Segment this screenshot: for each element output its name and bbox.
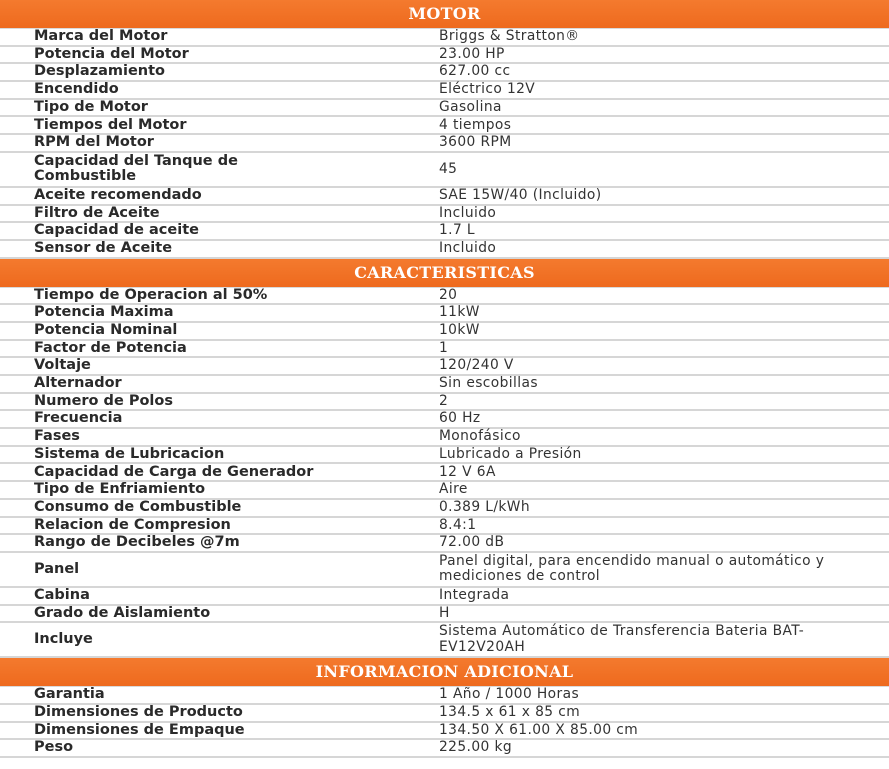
spec-row: [0, 100, 889, 118]
section-header-motor: MOTOR: [0, 0, 889, 29]
spec-row: [0, 288, 889, 306]
spec-value: 45: [439, 160, 458, 177]
spec-label: Tipo de Motor: [34, 98, 148, 115]
spec-label: Potencia Maxima: [34, 304, 174, 321]
spec-row: [0, 606, 889, 624]
spec-row: [0, 47, 889, 65]
spec-row: [0, 323, 889, 341]
spec-value: 0.389 L/kWh: [439, 498, 530, 515]
spec-value: Gasolina: [439, 98, 502, 115]
spec-row: [0, 623, 889, 658]
spec-label: Consumo de Combustible: [34, 498, 242, 515]
spec-label: Tiempos del Motor: [34, 116, 187, 133]
spec-row: [0, 723, 889, 741]
spec-row: [0, 500, 889, 518]
spec-row: [0, 482, 889, 500]
spec-value: Panel digital, para encendido manual o automático y mediciones de control: [439, 552, 825, 585]
spec-label: Fases: [34, 428, 80, 445]
spec-row: [0, 153, 889, 188]
spec-label: Potencia Nominal: [34, 322, 178, 339]
spec-label: Tiempo de Operacion al 50%: [34, 286, 268, 303]
spec-value: SAE 15W/40 (Incluido): [439, 186, 602, 203]
spec-value: Briggs & Stratton®: [439, 28, 580, 45]
spec-label: Peso: [34, 739, 74, 756]
spec-row: [0, 687, 889, 705]
spec-label: Relacion de Compresion: [34, 516, 231, 533]
spec-value: 2: [439, 392, 449, 409]
spec-row: [0, 223, 889, 241]
spec-value: 134.50 X 61.00 X 85.00 cm: [439, 721, 639, 738]
spec-row: [0, 588, 889, 606]
spec-value: 12 V 6A: [439, 463, 496, 480]
spec-value: Eléctrico 12V: [439, 81, 536, 98]
spec-label: RPM del Motor: [34, 134, 154, 151]
spec-row: [0, 535, 889, 553]
spec-label: Aceite recomendado: [34, 186, 202, 203]
spec-label: Cabina: [34, 586, 90, 603]
spec-label: Dimensiones de Empaque: [34, 721, 245, 738]
spec-value: 23.00 HP: [439, 45, 505, 62]
spec-label: Marca del Motor: [34, 28, 168, 45]
spec-value: Sistema Automático de Transferencia Bateria BAT-EV12V20AH: [439, 623, 805, 655]
spec-value: 72.00 dB: [439, 534, 505, 551]
spec-label: Alternador: [34, 375, 122, 392]
spec-row: [0, 740, 889, 758]
spec-row: [0, 447, 889, 465]
spec-value: Sin escobillas: [439, 375, 538, 392]
spec-value: 1 Año / 1000 Horas: [439, 686, 580, 703]
spec-value: Monofásico: [439, 428, 521, 445]
spec-label: Numero de Polos: [34, 392, 173, 409]
spec-row: [0, 135, 889, 153]
spec-row: [0, 29, 889, 47]
spec-value: 20: [439, 286, 458, 303]
spec-row: [0, 429, 889, 447]
spec-label: Desplazamiento: [34, 63, 165, 80]
spec-label: Frecuencia: [34, 410, 123, 427]
spec-value: H: [439, 604, 450, 621]
spec-row: [0, 188, 889, 206]
section-header-informacion-adicional: INFORMACION ADICIONAL: [0, 658, 889, 687]
spec-row: [0, 64, 889, 82]
spec-label: Grado de Aislamiento: [34, 604, 211, 621]
spec-label: Filtro de Aceite: [34, 204, 160, 221]
spec-label: Garantia: [34, 686, 105, 703]
spec-value: 120/240 V: [439, 357, 514, 374]
spec-value: Incluido: [439, 239, 497, 256]
spec-row: [0, 241, 889, 259]
spec-row: [0, 376, 889, 394]
spec-label: Potencia del Motor: [34, 45, 189, 62]
spec-value: 11kW: [439, 304, 480, 321]
spec-row: [0, 553, 889, 588]
spec-row: [0, 358, 889, 376]
spec-label: Sistema de Lubricacion: [34, 445, 225, 462]
spec-value: Lubricado a Presión: [439, 445, 582, 462]
spec-label: Capacidad de Carga de Generador: [34, 463, 314, 480]
spec-row: [0, 411, 889, 429]
spec-row: [0, 117, 889, 135]
spec-label: Voltaje: [34, 357, 91, 374]
spec-row: [0, 341, 889, 359]
spec-value: 3600 RPM: [439, 134, 512, 151]
spec-value: 8.4:1: [439, 516, 477, 533]
spec-label: Rango de Decibeles @7m: [34, 534, 240, 551]
spec-value: 627.00 cc: [439, 63, 511, 80]
spec-row: [0, 206, 889, 224]
spec-value: 60 Hz: [439, 410, 481, 427]
spec-row: [0, 82, 889, 100]
spec-value: 10kW: [439, 322, 480, 339]
spec-label: Panel: [34, 560, 80, 577]
spec-label: Tipo de Enfriamiento: [34, 481, 206, 498]
spec-row: [0, 705, 889, 723]
spec-row: [0, 305, 889, 323]
spec-value: 4 tiempos: [439, 116, 512, 133]
spec-value: 134.5 x 61 x 85 cm: [439, 704, 581, 721]
spec-row: [0, 518, 889, 536]
spec-value: Incluido: [439, 204, 497, 221]
spec-label: Factor de Potencia: [34, 339, 187, 356]
spec-value: 1.7 L: [439, 222, 476, 239]
spec-value: Aire: [439, 481, 468, 498]
section-header-caracteristicas: CARACTERISTICAS: [0, 259, 889, 288]
spec-label: Dimensiones de Producto: [34, 704, 243, 721]
spec-label: Capacidad del Tanque de Combustible: [34, 152, 238, 185]
spec-label: Encendido: [34, 81, 119, 98]
spec-label: Incluye: [34, 631, 93, 647]
spec-row: [0, 394, 889, 412]
spec-label: Sensor de Aceite: [34, 239, 173, 256]
spec-value: Integrada: [439, 586, 510, 603]
spec-value: 1: [439, 339, 449, 356]
spec-value: 225.00 kg: [439, 739, 513, 756]
spec-label: Capacidad de aceite: [34, 222, 199, 239]
spec-row: [0, 464, 889, 482]
